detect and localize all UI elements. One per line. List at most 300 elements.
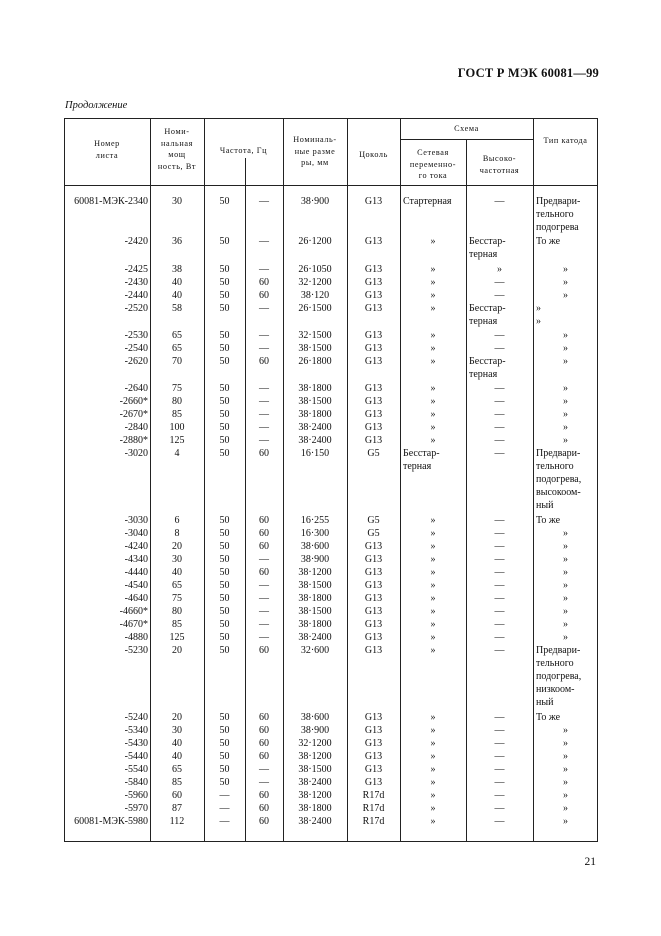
cell-power: 36 xyxy=(172,236,182,247)
cell-power: 87 xyxy=(172,803,182,814)
cell-scheme-mains: » xyxy=(430,816,436,827)
cell-sheet: -2640 xyxy=(124,383,148,394)
cell-base: G13 xyxy=(364,196,383,207)
cell-freq-60: 60 xyxy=(259,803,269,814)
cell-cathode: » xyxy=(563,738,568,749)
cell-freq-50: 50 xyxy=(219,619,230,630)
cell-sheet: -3020 xyxy=(124,448,148,459)
cell-dimensions: 38·900 xyxy=(300,725,330,736)
cell-freq-50: 50 xyxy=(219,277,230,288)
cell-freq-50: 50 xyxy=(219,764,230,775)
cell-dimensions: 32·1200 xyxy=(298,277,332,288)
cell-scheme-hf: Бесстар- терная xyxy=(469,236,506,260)
cell-base: G5 xyxy=(367,515,380,526)
cell-sheet: -5960 xyxy=(124,790,148,801)
cell-power: 20 xyxy=(172,645,182,656)
cell-base: G13 xyxy=(364,632,383,643)
cell-dimensions: 38·900 xyxy=(300,196,330,207)
cell-scheme-mains: » xyxy=(430,580,436,591)
cell-cathode: » xyxy=(563,422,568,433)
cell-scheme-mains: » xyxy=(430,515,436,526)
cell-power: 100 xyxy=(169,422,185,433)
cell-scheme-hf: — xyxy=(494,396,505,407)
cell-base: G13 xyxy=(364,619,383,630)
cell-cathode: » xyxy=(563,803,568,814)
cell-sheet: 60081-МЭК-5980 xyxy=(74,816,148,827)
cell-scheme-mains: » xyxy=(430,383,436,394)
cell-freq-60: 60 xyxy=(259,738,269,749)
cell-scheme-hf: — xyxy=(494,448,505,459)
cell-base: G13 xyxy=(364,409,383,420)
continuation-label: Продолжение xyxy=(65,100,128,111)
cell-power: 125 xyxy=(169,435,185,446)
cell-cathode: » xyxy=(563,751,568,762)
cell-freq-50: 50 xyxy=(219,409,230,420)
cell-freq-60: 60 xyxy=(259,515,269,526)
cell-base: G13 xyxy=(364,777,383,788)
cell-sheet: -2440 xyxy=(124,290,148,301)
header-power: Номи- нальная мощ ность, Вт xyxy=(157,127,197,171)
cell-dimensions: 38·1200 xyxy=(298,790,332,801)
cell-cathode: » xyxy=(563,409,568,420)
cell-sheet: -4540 xyxy=(124,580,148,591)
cell-cathode: То же xyxy=(536,236,561,247)
cell-freq-50: — xyxy=(219,816,230,827)
cell-scheme-mains: » xyxy=(430,751,436,762)
cell-freq-50: 50 xyxy=(219,448,230,459)
cell-base: R17d xyxy=(362,816,385,827)
cell-freq-50: 50 xyxy=(219,356,230,367)
cell-scheme-mains: » xyxy=(430,554,436,565)
cell-sheet: -2530 xyxy=(124,330,148,341)
cell-scheme-hf: — xyxy=(494,777,505,788)
cell-scheme-hf: — xyxy=(494,803,505,814)
cell-cathode: » xyxy=(563,593,568,604)
cell-freq-60: — xyxy=(259,396,269,407)
cell-dimensions: 38·2400 xyxy=(298,422,332,433)
cell-power: 80 xyxy=(172,606,182,617)
cell-dimensions: 26·1200 xyxy=(298,236,332,247)
cell-scheme-mains: » xyxy=(430,264,436,275)
cell-dimensions: 38·1500 xyxy=(298,764,332,775)
cell-scheme-hf: » xyxy=(497,264,502,275)
cell-dimensions: 38·1800 xyxy=(298,619,332,630)
cell-power: 65 xyxy=(172,330,182,341)
cell-power: 38 xyxy=(172,264,182,275)
cell-sheet: -5230 xyxy=(124,645,148,656)
lamp-data-table xyxy=(64,118,598,842)
cell-power: 30 xyxy=(172,725,182,736)
cell-freq-60: — xyxy=(259,777,269,788)
cell-freq-50: 50 xyxy=(219,290,230,301)
cell-scheme-hf: — xyxy=(494,606,505,617)
cell-power: 20 xyxy=(172,541,182,552)
cell-freq-60: — xyxy=(259,422,269,433)
cell-freq-60: — xyxy=(259,632,269,643)
cell-cathode: » xyxy=(563,264,568,275)
cell-freq-50: 50 xyxy=(219,303,230,314)
cell-dimensions: 38·2400 xyxy=(298,816,332,827)
cell-freq-60: 60 xyxy=(259,725,269,736)
cell-cathode: » xyxy=(563,606,568,617)
cell-base: G13 xyxy=(364,277,383,288)
cell-cathode: » xyxy=(563,554,568,565)
cell-scheme-hf: — xyxy=(494,343,505,354)
cell-power: 40 xyxy=(172,738,182,749)
cell-scheme-mains: » xyxy=(430,645,436,656)
cell-freq-60: — xyxy=(259,409,269,420)
cell-dimensions: 38·1500 xyxy=(298,580,332,591)
cell-scheme-mains: » xyxy=(430,777,436,788)
cell-scheme-hf: — xyxy=(494,619,505,630)
cell-scheme-mains: » xyxy=(430,277,436,288)
cell-sheet: -5430 xyxy=(124,738,148,749)
cell-cathode: » xyxy=(563,396,568,407)
cell-dimensions: 38·1800 xyxy=(298,409,332,420)
cell-scheme-mains: » xyxy=(430,712,436,723)
cell-cathode: » xyxy=(563,290,568,301)
cell-sheet: -2520 xyxy=(124,303,148,314)
cell-scheme-hf: — xyxy=(494,383,505,394)
cell-scheme-mains: » xyxy=(430,356,436,367)
cell-sheet: -5340 xyxy=(124,725,148,736)
cell-freq-50: 50 xyxy=(219,396,230,407)
cell-sheet: -4640 xyxy=(124,593,148,604)
cell-cathode: Предвари- тельного подогрева xyxy=(536,196,581,233)
cell-dimensions: 38·1500 xyxy=(298,396,332,407)
cell-scheme-mains: » xyxy=(430,422,436,433)
cell-freq-60: 60 xyxy=(259,356,269,367)
cell-dimensions: 16·255 xyxy=(300,515,330,526)
cell-sheet: -2430 xyxy=(124,277,148,288)
cell-freq-50: 50 xyxy=(219,632,230,643)
cell-scheme-mains: » xyxy=(430,541,436,552)
cell-cathode: » xyxy=(563,330,568,341)
cell-base: G13 xyxy=(364,264,383,275)
cell-base: G13 xyxy=(364,554,383,565)
cell-freq-50: — xyxy=(219,790,230,801)
header-cathode: Тип катода xyxy=(543,136,588,145)
cell-power: 60 xyxy=(172,790,182,801)
cell-freq-50: 50 xyxy=(219,593,230,604)
cell-scheme-mains: » xyxy=(430,435,436,446)
cell-dimensions: 38·2400 xyxy=(298,777,332,788)
cell-cathode: » » xyxy=(536,303,541,327)
header-base: Цоколь xyxy=(359,150,388,159)
cell-sheet: -3030 xyxy=(124,515,148,526)
cell-power: 8 xyxy=(174,528,180,539)
cell-base: G13 xyxy=(364,290,383,301)
cell-cathode: Предвари- тельного подогрева, высокоом- ный xyxy=(536,448,582,511)
cell-sheet: -2880* xyxy=(119,435,148,446)
cell-dimensions: 32·1200 xyxy=(298,738,332,749)
cell-cathode: Предвари- тельного подогрева, низкоом- ный xyxy=(536,645,582,708)
cell-power: 85 xyxy=(172,619,182,630)
cell-cathode: » xyxy=(563,356,568,367)
cell-power: 65 xyxy=(172,764,182,775)
cell-freq-50: 50 xyxy=(219,567,230,578)
cell-base: G13 xyxy=(364,567,383,578)
cell-power: 58 xyxy=(172,303,182,314)
cell-scheme-mains: » xyxy=(430,396,436,407)
cell-scheme-mains: » xyxy=(430,567,436,578)
cell-sheet: -4880 xyxy=(124,632,148,643)
cell-freq-60: 60 xyxy=(259,448,269,459)
cell-power: 70 xyxy=(172,356,182,367)
cell-base: G13 xyxy=(364,712,383,723)
cell-cathode: » xyxy=(563,764,568,775)
cell-cathode: » xyxy=(563,619,568,630)
cell-freq-50: 50 xyxy=(219,554,230,565)
header-mains: Сетевая переменно- го тока xyxy=(409,148,457,180)
cell-freq-60: — xyxy=(259,593,269,604)
cell-freq-50: 50 xyxy=(219,196,230,207)
cell-freq-50: 50 xyxy=(219,422,230,433)
cell-sheet: -2840 xyxy=(124,422,148,433)
cell-scheme-mains: » xyxy=(430,803,436,814)
standard-designation: ГОСТ Р МЭК 60081—99 xyxy=(457,66,599,80)
cell-scheme-hf: — xyxy=(494,593,505,604)
cell-freq-50: 50 xyxy=(219,515,230,526)
cell-power: 30 xyxy=(172,554,182,565)
cell-base: G13 xyxy=(364,396,383,407)
cell-base: G13 xyxy=(364,435,383,446)
cell-base: G13 xyxy=(364,606,383,617)
cell-cathode: » xyxy=(563,541,568,552)
cell-base: G13 xyxy=(364,645,383,656)
cell-freq-50: 50 xyxy=(219,725,230,736)
cell-base: G13 xyxy=(364,343,383,354)
cell-freq-60: — xyxy=(259,580,269,591)
cell-freq-60: — xyxy=(259,764,269,775)
header-dims: Номиналь- ные разме ры, мм xyxy=(293,135,337,167)
header-sheet: Номер листа xyxy=(94,139,120,160)
cell-scheme-hf: — xyxy=(494,567,505,578)
cell-power: 85 xyxy=(172,409,182,420)
cell-freq-60: — xyxy=(259,303,269,314)
cell-freq-60: — xyxy=(259,196,269,207)
cell-freq-50: 50 xyxy=(219,264,230,275)
cell-dimensions: 16·300 xyxy=(300,528,330,539)
cell-dimensions: 16·150 xyxy=(300,448,330,459)
cell-freq-50: 50 xyxy=(219,343,230,354)
cell-scheme-mains: » xyxy=(430,330,436,341)
cell-cathode: То же xyxy=(536,712,561,723)
cell-scheme-hf: — xyxy=(494,738,505,749)
cell-freq-60: 60 xyxy=(259,541,269,552)
cell-freq-60: 60 xyxy=(259,816,269,827)
cell-dimensions: 38·2400 xyxy=(298,632,332,643)
cell-scheme-hf: — xyxy=(494,725,505,736)
cell-sheet: -5540 xyxy=(124,764,148,775)
cell-cathode: » xyxy=(563,790,568,801)
cell-power: 75 xyxy=(172,383,182,394)
cell-sheet: -3040 xyxy=(124,528,148,539)
cell-power: 80 xyxy=(172,396,182,407)
cell-scheme-hf: — xyxy=(494,409,505,420)
cell-freq-60: 60 xyxy=(259,567,269,578)
cell-freq-50: — xyxy=(219,803,230,814)
cell-dimensions: 38·1500 xyxy=(298,343,332,354)
cell-power: 85 xyxy=(172,777,182,788)
cell-base: G13 xyxy=(364,330,383,341)
cell-scheme-hf: — xyxy=(494,764,505,775)
cell-freq-60: — xyxy=(259,554,269,565)
cell-scheme-mains: » xyxy=(430,303,436,314)
cell-sheet: -2660* xyxy=(119,396,148,407)
cell-scheme-hf: — xyxy=(494,422,505,433)
cell-scheme-mains: » xyxy=(430,343,436,354)
cell-freq-60: — xyxy=(259,606,269,617)
cell-dimensions: 38·900 xyxy=(300,554,330,565)
cell-freq-60: 60 xyxy=(259,790,269,801)
cell-scheme-hf: — xyxy=(494,632,505,643)
cell-scheme-mains: » xyxy=(430,409,436,420)
cell-power: 40 xyxy=(172,277,182,288)
cell-cathode: » xyxy=(563,580,568,591)
cell-dimensions: 38·1800 xyxy=(298,593,332,604)
cell-freq-50: 50 xyxy=(219,738,230,749)
cell-base: G13 xyxy=(364,751,383,762)
cell-scheme-hf: — xyxy=(494,277,505,288)
cell-cathode: » xyxy=(563,725,568,736)
cell-power: 40 xyxy=(172,290,182,301)
cell-scheme-hf: — xyxy=(494,528,505,539)
cell-dimensions: 38·1200 xyxy=(298,751,332,762)
cell-scheme-hf: — xyxy=(494,712,505,723)
scheme-underline xyxy=(400,139,533,140)
cell-scheme-hf: — xyxy=(494,290,505,301)
cell-sheet: -5970 xyxy=(124,803,148,814)
cell-scheme-hf: Бесстар- терная xyxy=(469,356,506,380)
cell-dimensions: 26·1800 xyxy=(298,356,332,367)
cell-cathode: То же xyxy=(536,515,561,526)
cell-sheet: -4660* xyxy=(119,606,148,617)
cell-freq-60: 60 xyxy=(259,645,269,656)
cell-cathode: » xyxy=(563,343,568,354)
page-number: 21 xyxy=(584,856,596,868)
cell-dimensions: 32·1500 xyxy=(298,330,332,341)
cell-scheme-mains: » xyxy=(430,290,436,301)
cell-cathode: » xyxy=(563,435,568,446)
cell-sheet: -2620 xyxy=(124,356,148,367)
cell-scheme-hf: — xyxy=(494,435,505,446)
cell-scheme-mains: » xyxy=(430,606,436,617)
cell-scheme-hf: — xyxy=(494,541,505,552)
cell-sheet: -2540 xyxy=(124,343,148,354)
cell-scheme-hf: — xyxy=(494,751,505,762)
cell-dimensions: 38·1200 xyxy=(298,567,332,578)
cell-freq-60: 60 xyxy=(259,290,269,301)
cell-base: G13 xyxy=(364,593,383,604)
cell-freq-50: 50 xyxy=(219,383,230,394)
header-freq: Частота, Гц xyxy=(219,146,268,155)
cell-cathode: » xyxy=(563,777,568,788)
cell-power: 112 xyxy=(169,816,185,827)
cell-power: 40 xyxy=(172,567,182,578)
cell-dimensions: 26·1050 xyxy=(298,264,332,275)
cell-freq-60: 60 xyxy=(259,712,269,723)
cell-base: G13 xyxy=(364,541,383,552)
cell-sheet: -2670* xyxy=(119,409,148,420)
cell-freq-60: — xyxy=(259,264,269,275)
cell-sheet: -5240 xyxy=(124,712,148,723)
cell-cathode: » xyxy=(563,277,568,288)
cell-freq-60: — xyxy=(259,619,269,630)
cell-freq-60: — xyxy=(259,343,269,354)
cell-freq-60: 60 xyxy=(259,751,269,762)
cell-power: 30 xyxy=(172,196,182,207)
cell-freq-60: 60 xyxy=(259,528,269,539)
cell-scheme-hf: Бесстар- терная xyxy=(469,303,506,327)
header-bottom-line xyxy=(64,185,598,186)
cell-scheme-hf: — xyxy=(494,816,505,827)
cell-freq-50: 50 xyxy=(219,777,230,788)
cell-freq-60: — xyxy=(259,383,269,394)
cell-sheet: -2420 xyxy=(124,236,148,247)
cell-scheme-hf: — xyxy=(494,330,505,341)
cell-power: 65 xyxy=(172,343,182,354)
cell-dimensions: 38·120 xyxy=(300,290,330,301)
cell-scheme-mains: Стартерная xyxy=(403,196,452,207)
cell-dimensions: 38·1800 xyxy=(298,383,332,394)
cell-freq-50: 50 xyxy=(219,528,230,539)
cell-scheme-mains: » xyxy=(430,764,436,775)
cell-freq-60: — xyxy=(259,435,269,446)
cell-scheme-mains: » xyxy=(430,725,436,736)
cell-dimensions: 32·600 xyxy=(300,645,330,656)
cell-freq-50: 50 xyxy=(219,330,230,341)
cell-base: G13 xyxy=(364,356,383,367)
header-scheme: Схема xyxy=(454,124,479,133)
cell-cathode: » xyxy=(563,383,568,394)
cell-scheme-hf: — xyxy=(494,196,505,207)
cell-base: G13 xyxy=(364,303,383,314)
cell-scheme-mains: » xyxy=(430,790,436,801)
cell-scheme-mains: » xyxy=(430,738,436,749)
cell-base: G13 xyxy=(364,236,383,247)
cell-power: 6 xyxy=(174,515,180,526)
cell-sheet: -4240 xyxy=(124,541,148,552)
cell-dimensions: 38·2400 xyxy=(298,435,332,446)
cell-dimensions: 26·1500 xyxy=(298,303,332,314)
cell-sheet: -5440 xyxy=(124,751,148,762)
cell-power: 75 xyxy=(172,593,182,604)
cell-freq-60: — xyxy=(259,330,269,341)
cell-power: 125 xyxy=(169,632,185,643)
cell-power: 65 xyxy=(172,580,182,591)
cell-dimensions: 38·1800 xyxy=(298,803,332,814)
cell-cathode: » xyxy=(563,528,568,539)
cell-freq-50: 50 xyxy=(219,236,230,247)
cell-base: G13 xyxy=(364,725,383,736)
cell-freq-60: 60 xyxy=(259,277,269,288)
cell-cathode: » xyxy=(563,567,568,578)
cell-power: 40 xyxy=(172,751,182,762)
cell-sheet: -5840 xyxy=(124,777,148,788)
cell-scheme-hf: — xyxy=(494,580,505,591)
cell-freq-50: 50 xyxy=(219,751,230,762)
cell-freq-60: — xyxy=(259,236,269,247)
cell-freq-50: 50 xyxy=(219,712,230,723)
cell-sheet: -4340 xyxy=(124,554,148,565)
cell-scheme-mains: » xyxy=(430,593,436,604)
cell-sheet: -4670* xyxy=(119,619,148,630)
cell-scheme-hf: — xyxy=(494,790,505,801)
cell-base: G13 xyxy=(364,738,383,749)
cell-dimensions: 38·600 xyxy=(300,712,330,723)
cell-base: G5 xyxy=(367,448,380,459)
